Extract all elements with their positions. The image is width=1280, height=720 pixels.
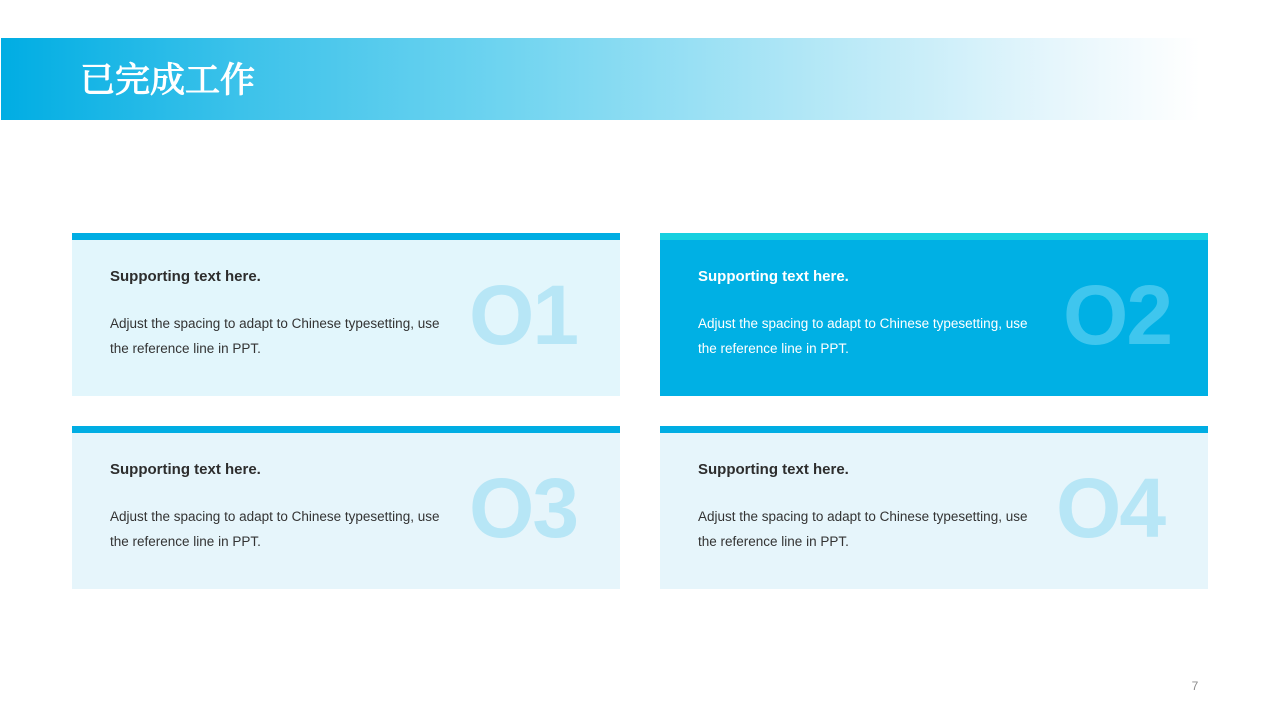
card-heading: Supporting text here. xyxy=(698,461,849,478)
card-heading: Supporting text here. xyxy=(110,461,261,478)
card-body-text: Adjust the spacing to adapt to Chinese typesetting, use the reference line in PPT. xyxy=(698,316,1028,356)
card-heading: Supporting text here. xyxy=(110,268,261,285)
card-body-text: Adjust the spacing to adapt to Chinese typesetting, use the reference line in PPT. xyxy=(698,509,1028,549)
work-card-1 xyxy=(72,233,620,396)
work-card-3 xyxy=(72,426,620,589)
work-card-2 xyxy=(660,233,1208,396)
card-accent-line xyxy=(72,233,620,240)
card-number: O2 xyxy=(1063,268,1172,362)
card-accent-line xyxy=(72,426,620,433)
card-body-text: Adjust the spacing to adapt to Chinese typesetting, use the reference line in PPT. xyxy=(110,316,440,356)
card-accent-line xyxy=(660,426,1208,433)
page-title: 已完成工作 xyxy=(80,61,256,101)
card-heading: Supporting text here. xyxy=(698,268,849,285)
card-body-text: Adjust the spacing to adapt to Chinese typesetting, use the reference line in PPT. xyxy=(110,509,440,549)
card-number: O3 xyxy=(469,461,578,555)
work-card-4 xyxy=(660,426,1208,589)
card-number: O4 xyxy=(1056,461,1165,555)
card-accent-line xyxy=(660,233,1208,240)
page-number: 7 xyxy=(1191,679,1199,693)
card-number: O1 xyxy=(469,268,578,362)
